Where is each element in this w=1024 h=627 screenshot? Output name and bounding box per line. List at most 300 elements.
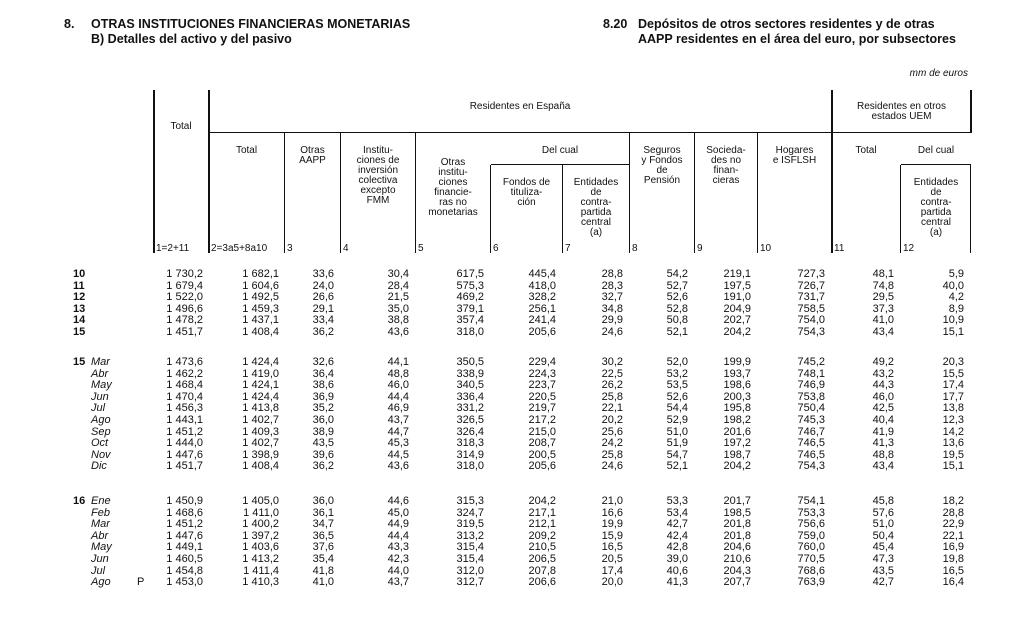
table-cell: 754,3 (797, 460, 825, 473)
table-cell: 205,6 (528, 326, 556, 338)
table-cell: 746,5 (797, 437, 825, 450)
table-cell: 256,1 (528, 302, 556, 315)
column-number: 4 (343, 243, 349, 254)
table-cell: 1 454,8 (166, 564, 203, 577)
table-cell: 16,6 (601, 506, 623, 519)
table-cell: 726,7 (797, 279, 825, 292)
table-cell: 36,4 (312, 367, 334, 380)
row-month-label: Mar (91, 518, 110, 531)
table-row (0, 565, 1024, 577)
header-c3-line: AAPP (299, 155, 326, 166)
table-cell: 1 478,2 (166, 314, 203, 327)
table-cell: 26,6 (312, 291, 334, 304)
column-number: 11 (834, 243, 845, 254)
table-cell: 16,9 (942, 541, 964, 554)
table-cell: 1 460,5 (166, 553, 203, 565)
table-cell: 52,8 (666, 302, 688, 315)
table-cell: 315,4 (456, 553, 484, 565)
table-cell: 760,0 (797, 541, 825, 554)
table-cell: 1 405,0 (242, 495, 279, 507)
row-month-label: Jun (91, 553, 109, 565)
table-cell: 36,2 (312, 326, 334, 338)
header-c5 (416, 158, 490, 218)
table-cell: 57,6 (872, 506, 894, 519)
table-cell: 217,2 (528, 414, 556, 426)
table-cell: 756,6 (797, 518, 825, 531)
table-cell: 42,3 (387, 553, 409, 565)
table-cell: 350,5 (456, 356, 484, 368)
table-cell: 759,0 (797, 529, 825, 542)
table-cell: 1 451,2 (166, 518, 203, 531)
table-cell: 727,3 (797, 268, 825, 280)
table-cell: 315,3 (456, 495, 484, 507)
table-cell: 319,5 (456, 518, 484, 531)
table-cell: 331,2 (456, 402, 484, 415)
column-number: 9 (697, 243, 703, 254)
table-cell: 36,2 (312, 460, 334, 473)
header-c6-line: tituliza- (510, 187, 543, 198)
table-cell: 204,2 (723, 460, 751, 473)
table-cell: 10,9 (942, 314, 964, 327)
header-rule (901, 164, 971, 165)
table-cell: 1 682,1 (242, 268, 279, 280)
table-cell: 40,4 (872, 414, 894, 426)
table-cell: 202,7 (723, 314, 751, 327)
table-cell: 44,4 (387, 529, 409, 542)
header-rule (832, 132, 971, 133)
header-c3-line: Otras (300, 145, 325, 156)
row-month-label: Ago (91, 414, 111, 426)
table-cell: 200,3 (723, 390, 751, 403)
header-c7-line: (a) (589, 227, 603, 238)
table-cell: 212,1 (528, 518, 556, 531)
table-cell: 753,3 (797, 506, 825, 519)
row-month-label: Ago (91, 576, 111, 589)
table-cell: 204,3 (723, 564, 751, 577)
table-cell: 41,0 (872, 314, 894, 327)
table-cell: 48,1 (872, 268, 894, 280)
table-cell: 15,9 (601, 529, 623, 542)
table-cell: 25,8 (601, 448, 623, 461)
table-cell: 47,3 (872, 553, 894, 565)
header-c8-line: y Fondos (641, 155, 683, 166)
table-cell: 44,0 (387, 564, 409, 577)
table-cell: 206,5 (528, 553, 556, 565)
table-cell: 52,6 (666, 390, 688, 403)
table-cell: 38,6 (312, 379, 334, 392)
table-cell: 201,7 (723, 495, 751, 507)
table-cell: 1 409,3 (242, 425, 279, 438)
table-cell: 201,8 (723, 529, 751, 542)
header-residentes-espana: Residentes en España (469, 101, 571, 112)
table-cell: 28,8 (942, 506, 964, 519)
units-note: mm de euros (909, 68, 968, 79)
table-cell: 1 470,4 (166, 390, 203, 403)
table-cell: 16,5 (942, 564, 964, 577)
table-cell: 25,8 (601, 390, 623, 403)
table-cell: 20,3 (942, 356, 964, 368)
table-cell: 338,9 (456, 367, 484, 380)
table-cell: 1 604,6 (242, 279, 279, 292)
header-c2-line: Total (235, 145, 258, 156)
table-cell: 754,1 (797, 495, 825, 507)
table-cell: 32,6 (312, 356, 334, 368)
table-cell: 617,5 (456, 268, 484, 280)
table-cell: 53,5 (666, 379, 688, 392)
header-c5-line: ciones (438, 177, 468, 188)
header-c4 (341, 146, 415, 206)
header-c12-line: central (920, 217, 951, 228)
table-cell: 201,8 (723, 518, 751, 531)
column-number: 7 (565, 243, 571, 254)
table-cell: 49,2 (872, 356, 894, 368)
table-cell: 204,2 (528, 495, 556, 507)
column-number: 5 (418, 243, 424, 254)
table-cell: 1 496,6 (166, 302, 203, 315)
table-cell: 13,6 (942, 437, 964, 450)
table-cell: 8,9 (948, 302, 964, 315)
table-cell: 469,2 (456, 291, 484, 304)
table-cell: 43,5 (312, 437, 334, 450)
header-c8-line: Pensión (643, 175, 681, 186)
row-year-label: 16 (73, 495, 86, 507)
table-cell: 45,3 (387, 437, 409, 450)
table-cell: 22,1 (601, 402, 623, 415)
table-cell: 42,7 (872, 576, 894, 589)
table-cell: 1 522,0 (166, 291, 203, 304)
table-cell: 42,5 (872, 402, 894, 415)
table-cell: 754,3 (797, 326, 825, 338)
table-cell: 17,4 (601, 564, 623, 577)
header-residentes-otros (832, 102, 971, 122)
table-cell: 340,5 (456, 379, 484, 392)
table-row (0, 326, 1024, 338)
table-cell: 40,6 (666, 564, 688, 577)
table-cell: 208,7 (528, 437, 556, 450)
table-cell: 51,0 (872, 518, 894, 531)
table-cell: 1 459,3 (242, 302, 279, 315)
row-year-label: 10 (73, 268, 86, 280)
table-cell: 13,8 (942, 402, 964, 415)
header-c7 (563, 178, 629, 238)
table-cell: 754,0 (797, 314, 825, 327)
row-month-label: Sep (91, 425, 111, 438)
table-cell: 209,2 (528, 529, 556, 542)
header-rule (209, 132, 831, 133)
table-cell: 1 447,6 (166, 448, 203, 461)
table-cell: 219,1 (723, 268, 751, 280)
table-cell: 52,0 (666, 356, 688, 368)
table-cell: 42,7 (666, 518, 688, 531)
table-cell: 17,7 (942, 390, 964, 403)
table-cell: 28,8 (601, 268, 623, 280)
header-c9 (695, 146, 757, 186)
table-cell: 24,6 (601, 326, 623, 338)
table-cell: 198,7 (723, 448, 751, 461)
header-c4-line: inversión (357, 165, 399, 176)
table-title (603, 17, 956, 47)
header-c4-line: colectiva (358, 175, 398, 186)
table-cell: 48,8 (387, 367, 409, 380)
table-cell: 191,0 (723, 291, 751, 304)
table-cell: 20,5 (601, 553, 623, 565)
header-c4-line: FMM (366, 195, 390, 206)
table-row (0, 379, 1024, 391)
section-title (64, 17, 410, 47)
table-cell: 1 398,9 (242, 448, 279, 461)
table-cell: 4,2 (948, 291, 964, 304)
table-cell: 1 410,3 (242, 576, 279, 589)
table-cell: 210,6 (723, 553, 751, 565)
table-cell: 1 413,8 (242, 402, 279, 415)
table-cell: 38,9 (312, 425, 334, 438)
table-cell: 204,6 (723, 541, 751, 554)
table-cell: 215,0 (528, 425, 556, 438)
table-row (0, 437, 1024, 449)
row-month-label: Feb (91, 506, 110, 519)
table-cell: 1 397,2 (242, 529, 279, 542)
table-cell: 770,5 (797, 553, 825, 565)
table-cell: 54,2 (666, 268, 688, 280)
table-cell: 35,2 (312, 402, 334, 415)
table-cell: 219,7 (528, 402, 556, 415)
header-residentes-otros-line-1: Residentes en otros (857, 101, 946, 112)
table-cell: 379,1 (456, 302, 484, 315)
column-number: 10 (760, 243, 772, 254)
table-cell: 35,0 (387, 302, 409, 315)
table-cell: 1 451,7 (166, 460, 203, 473)
header-c4-line: ciones de (356, 155, 400, 166)
table-cell: 52,6 (666, 291, 688, 304)
row-month-label: Abr (91, 367, 109, 380)
table-cell: 48,8 (872, 448, 894, 461)
table-cell: 328,2 (528, 291, 556, 304)
header-c7-line: contra- (580, 197, 612, 208)
table-cell: 746,7 (797, 425, 825, 438)
table-cell: 52,1 (666, 460, 688, 473)
row-month-label: May (91, 541, 112, 554)
table-cell: 30,2 (601, 356, 623, 368)
table-cell: 312,7 (456, 576, 484, 589)
table-cell: 768,6 (797, 564, 825, 577)
table-cell: 753,8 (797, 390, 825, 403)
table-row (0, 268, 1024, 280)
header-c12 (901, 178, 971, 238)
table-cell: 207,8 (528, 564, 556, 577)
table-cell: 22,9 (942, 518, 964, 531)
header-c5-line: financie- (434, 187, 472, 198)
row-month-label: Jul (91, 564, 106, 577)
table-cell: 1 424,4 (242, 390, 279, 403)
table-cell: 16,4 (942, 576, 964, 589)
header-c6-line: Fondos de (502, 177, 551, 188)
table-cell: 43,6 (387, 460, 409, 473)
header-c11 (832, 146, 900, 156)
table-cell: 204,2 (723, 326, 751, 338)
table-cell: 20,0 (601, 576, 623, 589)
header-rule (208, 90, 210, 253)
table-cell: 42,4 (666, 529, 688, 542)
table-cell: 1 451,7 (166, 326, 203, 338)
table-cell: 41,9 (872, 425, 894, 438)
table-cell: 15,1 (942, 460, 964, 473)
table-cell: 19,5 (942, 448, 964, 461)
table-cell: 46,9 (387, 402, 409, 415)
row-year-label: 13 (73, 302, 86, 315)
table-cell: 41,8 (312, 564, 334, 577)
table-cell: 575,3 (456, 279, 484, 292)
table-cell: 21,5 (387, 291, 409, 304)
row-month-label: Abr (91, 529, 109, 542)
table-cell: 748,1 (797, 367, 825, 380)
header-c9-line: des no (710, 155, 742, 166)
table-cell: 198,5 (723, 506, 751, 519)
table-cell: 24,6 (601, 460, 623, 473)
table-cell: 204,9 (723, 302, 751, 315)
table-cell: 52,7 (666, 279, 688, 292)
header-c8 (630, 146, 694, 186)
table-cell: 195,8 (723, 402, 751, 415)
header-c12-line: (a) (929, 227, 943, 238)
table-cell: 53,3 (666, 495, 688, 507)
table-cell: 324,7 (456, 506, 484, 519)
table-cell: 315,4 (456, 541, 484, 554)
table-cell: 54,4 (666, 402, 688, 415)
header-residentes-otros-line-2: estados UEM (871, 111, 932, 122)
table-cell: 318,0 (456, 460, 484, 473)
table-cell: 30,4 (387, 268, 409, 280)
table-cell: 198,6 (723, 379, 751, 392)
table-cell: 46,0 (387, 379, 409, 392)
table-cell: 50,8 (666, 314, 688, 327)
table-cell: 33,4 (312, 314, 334, 327)
table-cell: 746,5 (797, 448, 825, 461)
table-number: 8.20 (603, 17, 628, 31)
table-cell: 35,4 (312, 553, 334, 565)
table-cell: 39,0 (666, 553, 688, 565)
table-cell: 44,3 (872, 379, 894, 392)
table-cell: 41,0 (312, 576, 334, 589)
header-c9-line: Socieda- (706, 145, 746, 156)
section-number: 8. (64, 17, 75, 31)
header-c5-line: Otras (440, 157, 466, 168)
table-cell: 445,4 (528, 268, 556, 280)
table-cell: 1 403,6 (242, 541, 279, 554)
table-cell: 1 453,0 (166, 576, 203, 589)
table-cell: 241,4 (528, 314, 556, 327)
table-cell: 5,9 (948, 268, 964, 280)
table-cell: 763,9 (797, 576, 825, 589)
header-c2 (209, 146, 284, 156)
header-c5-line: ras no (439, 197, 467, 208)
table-cell: 198,2 (723, 414, 751, 426)
header-c10 (758, 146, 831, 166)
table-cell: 43,5 (872, 564, 894, 577)
table-cell: 314,9 (456, 448, 484, 461)
table-cell: 206,6 (528, 576, 556, 589)
table-cell: 357,4 (456, 314, 484, 327)
column-number: 8 (632, 243, 638, 254)
provisional-flag: P (137, 576, 145, 589)
row-year-label: 15 (73, 326, 86, 338)
table-cell: 1 411,4 (243, 564, 279, 577)
header-rule (491, 164, 629, 165)
table-cell: 220,5 (528, 390, 556, 403)
header-c4-line: excepto (360, 185, 396, 196)
table-cell: 1 451,2 (166, 425, 203, 438)
header-c9-line: cieras (712, 175, 740, 186)
table-cell: 43,7 (387, 414, 409, 426)
table-cell: 205,6 (528, 460, 556, 473)
table-cell: 53,2 (666, 367, 688, 380)
header-c6 (491, 178, 562, 208)
column-number: 3 (287, 243, 293, 254)
table-cell: 43,7 (387, 576, 409, 589)
table-cell: 1 419,0 (242, 367, 279, 380)
row-month-label: Jun (91, 390, 109, 403)
table-cell: 1 402,7 (242, 414, 279, 426)
section-heading: OTRAS INSTITUCIONES FINANCIERAS MONETARIAS (91, 17, 411, 31)
table-cell: 44,6 (387, 495, 409, 507)
table-cell: 39,6 (312, 448, 334, 461)
table-row (0, 314, 1024, 326)
row-month-label: Nov (91, 448, 111, 461)
table-cell: 74,8 (872, 279, 894, 292)
table-cell: 217,1 (528, 506, 556, 519)
table-row (0, 391, 1024, 403)
table-row (0, 426, 1024, 438)
table-cell: 52,1 (666, 326, 688, 338)
table-cell: 28,4 (387, 279, 409, 292)
header-c8-line: Seguros (643, 145, 681, 156)
table-cell: 22,5 (601, 367, 623, 380)
header-c3 (285, 146, 340, 166)
table-row (0, 356, 1024, 368)
table-cell: 318,3 (456, 437, 484, 450)
table-cell: 43,4 (872, 326, 894, 338)
header-c6-line: ción (517, 197, 536, 208)
table-cell: 32,7 (601, 291, 623, 304)
table-cell: 19,8 (942, 553, 964, 565)
table-cell: 1 400,2 (242, 518, 279, 531)
header-total: Total (170, 121, 192, 132)
column-number: 1=2+11 (156, 243, 190, 254)
table-cell: 37,3 (872, 302, 894, 315)
table-cell: 223,7 (528, 379, 556, 392)
table-cell: 36,1 (312, 506, 334, 519)
table-cell: 15,1 (942, 326, 964, 338)
table-cell: 1 462,2 (166, 367, 203, 380)
column-number: 12 (903, 243, 915, 254)
table-cell: 24,2 (601, 437, 623, 450)
header-c12-line: partida (920, 207, 952, 218)
table-cell: 1 679,4 (166, 279, 203, 292)
table-cell: 12,3 (942, 414, 964, 426)
table-cell: 34,8 (601, 302, 623, 315)
header-c12-line: Entidades (913, 177, 959, 188)
table-cell: 53,4 (666, 506, 688, 519)
row-year-label: 15 (73, 356, 86, 368)
table-cell: 44,1 (387, 356, 409, 368)
table-cell: 41,3 (872, 437, 894, 450)
table-cell: 44,7 (387, 425, 409, 438)
table-cell: 43,3 (387, 541, 409, 554)
table-cell: 14,2 (942, 425, 964, 438)
table-cell: 45,4 (872, 541, 894, 554)
table-row (0, 518, 1024, 530)
table-cell: 43,4 (872, 460, 894, 473)
table-cell: 197,5 (723, 279, 751, 292)
